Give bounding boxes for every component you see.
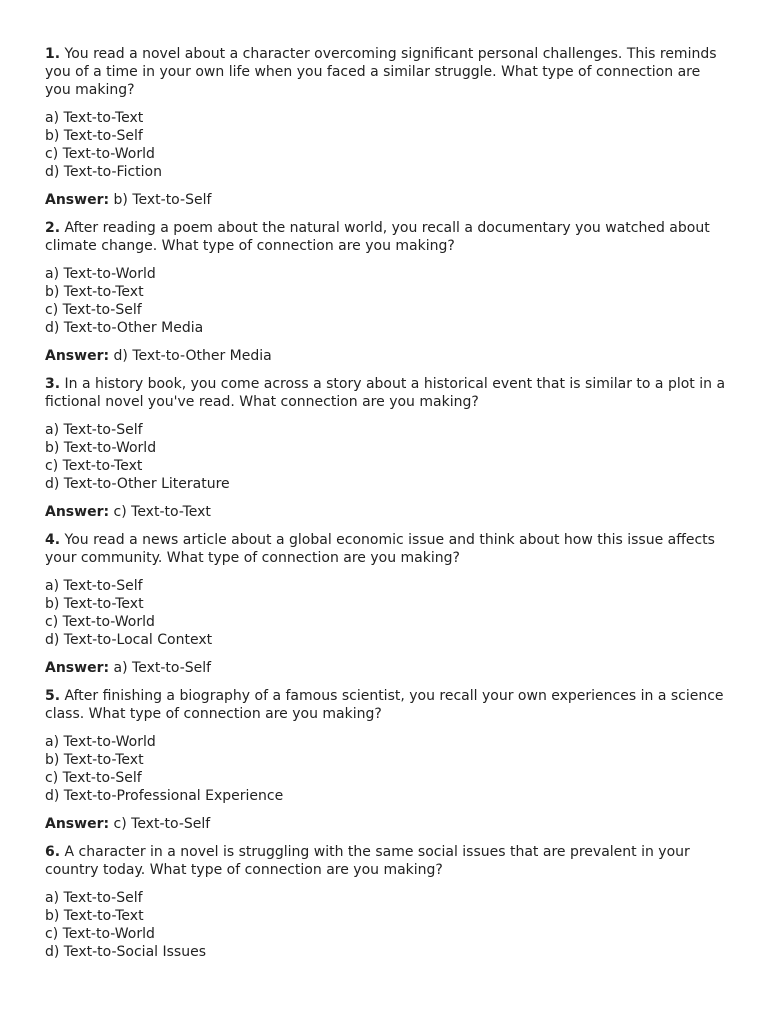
question-body: After finishing a biography of a famous scientist, you recall your own experiences in a science class. What type of connection are you making?	[45, 688, 724, 722]
question-number: 6.	[45, 844, 61, 860]
answer-label: Answer:	[45, 504, 110, 520]
answer-label: Answer:	[45, 660, 110, 676]
answer-value: d) Text-to-Other Media	[113, 348, 272, 364]
option-list	[45, 577, 728, 649]
option-b: b) Text-to-Text	[45, 284, 144, 300]
option-c: c) Text-to-World	[45, 614, 155, 630]
question-text	[45, 375, 728, 411]
question-text	[45, 219, 728, 255]
question-body: You read a news article about a global economic issue and think about how this issue affects your community. What type of connection are you making?	[45, 532, 715, 566]
option-d: d) Text-to-Other Literature	[45, 476, 230, 492]
option-a: a) Text-to-Self	[45, 578, 143, 594]
option-a: a) Text-to-World	[45, 734, 156, 750]
question-body: In a history book, you come across a story about a historical event that is similar to a plot in a fictional novel you've read. What connection are you making?	[45, 376, 726, 410]
answer-line	[45, 815, 728, 833]
question-text	[45, 687, 728, 723]
option-b: b) Text-to-Text	[45, 752, 144, 768]
question-3	[45, 375, 728, 521]
answer-value: c) Text-to-Text	[113, 504, 211, 520]
option-a: a) Text-to-Self	[45, 422, 143, 438]
option-d: d) Text-to-Social Issues	[45, 944, 206, 960]
answer-line	[45, 347, 728, 365]
answer-label: Answer:	[45, 192, 110, 208]
question-4	[45, 531, 728, 677]
answer-value: c) Text-to-Self	[113, 816, 211, 832]
answer-value: b) Text-to-Self	[113, 192, 212, 208]
question-body: A character in a novel is struggling with the same social issues that are prevalent in your country today. What type of connection are you making?	[45, 844, 690, 878]
answer-label: Answer:	[45, 348, 110, 364]
question-number: 5.	[45, 688, 61, 704]
question-text	[45, 531, 728, 567]
option-d: d) Text-to-Fiction	[45, 164, 162, 180]
question-number: 1.	[45, 46, 61, 62]
question-number: 3.	[45, 376, 61, 392]
option-d: d) Text-to-Professional Experience	[45, 788, 284, 804]
option-a: a) Text-to-Self	[45, 890, 143, 906]
option-b: b) Text-to-Self	[45, 128, 143, 144]
option-list	[45, 265, 728, 337]
question-text	[45, 45, 728, 99]
option-list	[45, 109, 728, 181]
question-body: You read a novel about a character overcoming significant personal challenges. This reminds you of a time in your own life when you faced a similar struggle. What type of connection are you making?	[45, 46, 717, 98]
question-1	[45, 45, 728, 209]
option-c: c) Text-to-World	[45, 926, 155, 942]
option-list	[45, 889, 728, 961]
question-2	[45, 219, 728, 365]
answer-line	[45, 503, 728, 521]
answer-value: a) Text-to-Self	[113, 660, 212, 676]
question-body: After reading a poem about the natural world, you recall a documentary you watched about climate change. What type of connection are you making?	[45, 220, 710, 254]
option-b: b) Text-to-World	[45, 440, 157, 456]
option-c: c) Text-to-Text	[45, 458, 143, 474]
question-number: 2.	[45, 220, 61, 236]
option-b: b) Text-to-Text	[45, 908, 144, 924]
option-a: a) Text-to-World	[45, 266, 156, 282]
option-b: b) Text-to-Text	[45, 596, 144, 612]
question-6	[45, 843, 728, 961]
option-list	[45, 421, 728, 493]
question-number: 4.	[45, 532, 61, 548]
question-5	[45, 687, 728, 833]
option-a: a) Text-to-Text	[45, 110, 144, 126]
option-c: c) Text-to-Self	[45, 770, 142, 786]
question-text	[45, 843, 728, 879]
option-list	[45, 733, 728, 805]
answer-line	[45, 191, 728, 209]
option-d: d) Text-to-Local Context	[45, 632, 213, 648]
answer-label: Answer:	[45, 816, 110, 832]
option-c: c) Text-to-World	[45, 146, 155, 162]
option-d: d) Text-to-Other Media	[45, 320, 204, 336]
option-c: c) Text-to-Self	[45, 302, 142, 318]
answer-line	[45, 659, 728, 677]
